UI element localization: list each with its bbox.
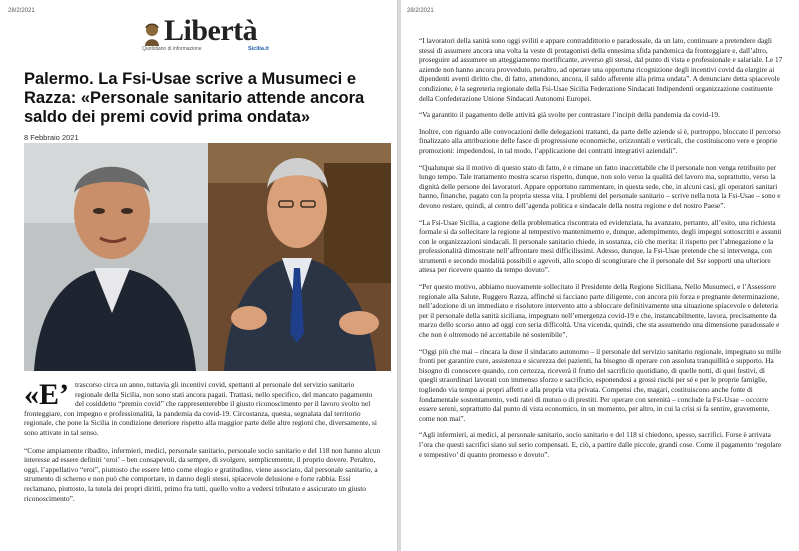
print-date: 28/2/2021 (407, 8, 434, 14)
article-paragraph (24, 380, 381, 438)
drop-quote: «E’ (24, 378, 69, 411)
bust-logo-icon (142, 22, 162, 46)
newspaper-logo (142, 14, 282, 54)
right-page (401, 0, 799, 551)
article-photo (24, 143, 391, 371)
article-paragraph: “I lavoratori della sanità sono oggi sviliti e appare contraddittorio e paradossale, da un lato, continuare a pretendere dagli stessi di assumere ancora una volta la veste di protagonisti della ennesima sfida pandemica da fronteggiare e, dall’altro, proseguire ad assumere un atteggiamento mortificante, avverso gli stessi, dal punto di vista e professionale e salariale. Le 17 aziende non hanno ancora provveduto, peraltro, ad operare una opportuna ricognizione degli incentivi covid da elargire ai dipendenti aventi diritto che, di fatto, attendono, ancora, il saldo afferente alla prima ondata”. A denunciare detta spiacevole condizione, è la segreteria regionale della Fsi-Usae Sicilia Federazione Sindacati Indipendenti organizzazione costituente della Confederazione Unione Sindacati Autonomi Europei. (419, 36, 783, 103)
article-paragraph: “Come ampiamente ribadito, infermieri, medici, personale sanitario, personale socio sanitario e del 118 non hanno alcun interesse ad essere definiti ‘eroi’ – ben consapevoli, da sempre, di svolgere, semplicemente, il proprio dovere. Peraltro, oggi, l’appellativo “eroi”, piuttosto che essere letto come elogio e gratitudine, viene associato, dal personale sanitario, a strumento di scherno e non può che comportare, in danno degli stessi, spiacevole delusione e forte rabbia. Essi reclamano, piuttosto, la tutela dei propri diritti, primo fra tutti, quello volto a vedersi tributato e assicurato un giusto riconoscimento”. (24, 445, 381, 503)
article-paragraph: “Qualunque sia il motivo di questo stato di fatto, è e rimane un fatto inaccettabile che il personale non venga retribuito per lungo tempo. Tale trattamento mostra scarso rispetto, dunque, non solo verso la qualità del lavoro ma, soprattutto, verso la dignità delle persone dei lavoratori. Appare opportuno rammentare, in questa sede, che, in alcuni casi, gli operatori sanitari hanno, finanche, pagato con la propria stessa vita. I problemi del personale sanitario – scrive nella nota la Fsi-Usae – sono e devono restare, quindi, al centro dell’agenda politica e sindacale della nostra regione e del nostro Paese”. (419, 162, 781, 210)
print-date: 28/2/2021 (8, 8, 35, 14)
article-headline: Palermo. La Fsi-Usae scrive a Musumeci e Razza: «Personale sanitario attende ancora saldo dei premi covid prima ondata» (24, 70, 365, 126)
article-body-right (419, 36, 783, 466)
article-paragraph: “Oggi più che mai – rincara la dose il sindacato autonomo – il personale del servizio sanitario regionale, impegnato su mille fronti per garantire cure, assistenza e sicurezza dei pazienti, ha bisogno di operare con assoluta tranquillità e supporto. Ha bisogno di conoscere quando, con certezza, riceverà il frutto del sacrificio quotidiano, di quelle notti, di quei festivi, di quegli straordinari lavorati con immenso sforzo e sacrificio, esponendosi a grossi rischi per sé e per le proprie famiglie, togliendo via tempo ai propri affetti e alla propria vita privata. Compensi che, magari, costituiscono anche fonte di fondamentale sostentamento, vedi ratei di mutuo o di prestiti. Per operare con serenità – conclude la Fsi-Usae – occorre essere sereni, soprattutto dal punto di vista economico, in un momento, per altro, in cui la crisi si fa sentire, gravemente, come non mai”. (419, 346, 782, 423)
article-paragraph: “La Fsi-Usae Sicilia, a cagione della problematica riscontrata ed evidenziata, ha avanzato, pertanto, all’esito, una richiesta formale si da sollecitare la regione al tempestivo mantenimento e, dunque, adempimento, degli impegni sottoscritti e assunti con le organizzazioni sindacali. Il personale sanitario chiede, in sostanza, ciò che merita: il rispetto per l’abnegazione e la professionalità dimostrate nell’affrontare mesi difficilissimi. Adesso, dunque, la Fsi-Usae pretende che si intervenga, con strumenti e secondo modalità possibili e agevoli, allo scopo di scongiurare che il personale del Ssr sopporti una ulteriore attesa per ricevere quanto da tempo dovuto”. (419, 217, 782, 275)
logo-tagline: Quotidiano di informazione (142, 46, 202, 52)
article-paragraph: “Va garantito il pagamento delle attività già svolte per contrastare l’incipit della pandemia da covid-19. (419, 110, 720, 120)
article-paragraph: Inoltre, con riguardo alle convocazioni delle delegazioni trattanti, da parte delle aziende si è, purtroppo, bloccato il percorso finalizzato alla attribuzione delle fasce di progressione economiche, orizzontali e verticali, che costituiscono vere e proprie promozioni: impedendosi, in tal modo, l’applicazione dei contratti integrativi aziendali”. (419, 126, 781, 155)
article-paragraph: “Per questo motivo, abbiamo nuovamente sollecitato il Presidente della Regione Siciliana, Nello Musumeci, e l’Assessore regionale alla Salute, Ruggero Razza, affinché si facciano parte diligente, con ancora più forza e pregnante determinazione, nell’adozione di un immediato e risolutore intervento atto a sbloccare definitivamente una situazione spiacevole e deleteria per il personale della sanità siciliana, impegnato nell’emergenza covid-19 e che, instancabilmente, lavora, precisamente da marzo dello scorso anno ad oggi con seria difficoltà. Una vicenda, quindi, che sta assumendo una dimensione paradossale e che non è oltremodo né accettabile né sostenibile”. (419, 282, 780, 340)
logo-site: Sicilia.it (248, 46, 269, 52)
left-page (0, 0, 398, 551)
article-date: 8 Febbraio 2021 (24, 133, 79, 142)
logo-name: Libertà (164, 14, 258, 47)
article-body-left (24, 380, 381, 511)
paragraph-text: trascorso circa un anno, tuttavia gli incentivi covid, spettanti al personale del servizio sanitario regionale della Sicilia, non sono stati ancora pagati. Trattasi, nello specifico, del mancato pagamento del cosiddetto “premio covid” che rappresenterebbe il giusto riconoscimento per il lavoro svolto nel fronteggiare, con impegno e professionalità, la pandemia da covid-19. Circostanza, questa, segnalata dal territorio regionale, che pone la Sicilia in condizione deteriore rispetto alla maggior parte delle altre regioni che, diversamente, si sono attivate in tal senso. (24, 380, 377, 437)
article-paragraph: “Agli infermieri, ai medici, al personale sanitario, socio sanitario e del 118 si chiedono, spesso, sacrifici. Forse è arrivata l’ora che questi sacrifici siano sul serio compensati. E, ciò, a partire dalle piccole, grandi cose. Come il pagamento ‘regolare e tempestivo’ di quanto promesso e dovuto”. (419, 430, 782, 459)
photo-illustration (24, 143, 391, 371)
